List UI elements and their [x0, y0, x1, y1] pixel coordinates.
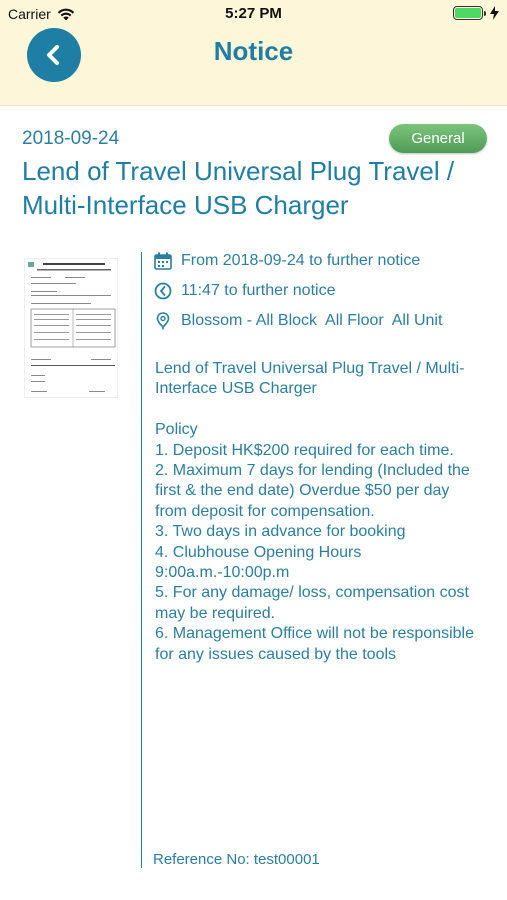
date-range-row	[154, 252, 420, 270]
category-badge: General	[389, 124, 487, 153]
time-range-text: 11:47 to further notice	[181, 282, 336, 299]
location-pin-icon	[154, 312, 172, 330]
status-time: 5:27 PM	[225, 5, 282, 22]
clock-icon	[154, 282, 172, 300]
status-bar	[0, 0, 507, 28]
time-range-row	[154, 282, 335, 300]
date-range-text: From 2018-09-24 to further notice	[181, 252, 421, 269]
location-text: Blossom - All Block All Floor All Unit	[181, 312, 443, 329]
location-row	[154, 312, 442, 330]
calendar-icon	[154, 252, 172, 270]
document-preview-icon	[25, 259, 119, 399]
navigation-header	[0, 28, 507, 106]
battery-icon	[453, 6, 483, 20]
notice-body: Lend of Travel Universal Plug Travel / Multi-Interface USB Charger Policy 1. Deposit HK$200 required for each time. 2. Maximum 7 days for lending (Included the first & the end date) Overdue $50 per day from deposit for compensation. 3. Two days in advance for booking 4. Clubhouse Opening Hours 9:00a.m.-10:00p.m 5. For any damage/ loss, compensation cost may be required. 6. Management Office will not be responsible for any issues caused by the tools	[155, 360, 474, 663]
status-right	[453, 6, 499, 20]
carrier-label: Carrier	[8, 6, 51, 22]
notice-title: Lend of Travel Universal Plug Travel / Multi-Interface USB Charger	[22, 156, 455, 220]
attachment-thumbnail[interactable]	[24, 258, 118, 398]
charging-icon	[490, 6, 499, 20]
notice-date: 2018-09-24	[22, 128, 120, 149]
reference-number: Reference No: test00001	[153, 851, 320, 868]
timeline-divider	[141, 252, 142, 868]
page-title: Notice	[213, 36, 294, 66]
